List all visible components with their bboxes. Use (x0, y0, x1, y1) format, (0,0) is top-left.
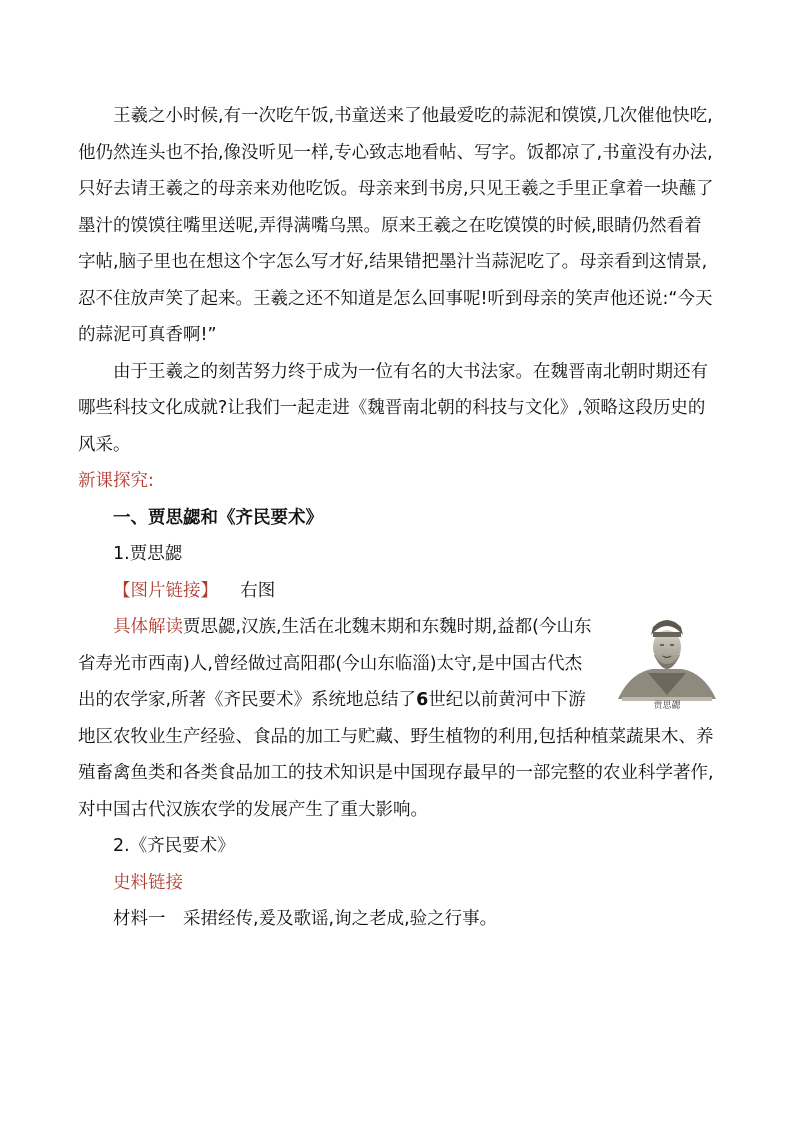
material-one: 材料一 采捃经传,爰及歌谣,询之老成,验之行事。 (113, 909, 498, 929)
detail-century-number: 6 (416, 690, 429, 710)
story-paragraph-1: 王羲之小时候,有一次吃午饭,书童送来了他最爱吃的蒜泥和馍馍,几次催他快吃,他仍然连头也不抬,像没听见一样,专心致志地看帖、写字。饭都凉了,书童没有办法,只好去请王羲之的母亲来劝他吃饭。母亲来到书房,只见王羲之手里正拿着一块蘸了墨汁的馍馍往嘴里送呢,弄得满嘴乌黑。原来王羲之在吃馍馍的时候,眼睛仍然看着字帖,脑子里也在想这个字怎么写才好,结果错把墨汁当蒜泥吃了。母亲看到这情景,忍不住放声笑了起来。王羲之还不知道是怎么回事呢!听到母亲的笑声他还说:“今天的蒜泥可真香啊!” (78, 106, 714, 345)
story-paragraph-2: 由于王羲之的刻苦努力终于成为一位有名的大书法家。在魏晋南北朝时期还有哪些科技文化成就?让我们一起走进《魏晋南北朝的科技与文化》,领略这段历史的风采。 (78, 361, 708, 455)
portrait-caption: 贾思勰 (653, 701, 681, 711)
historical-link-label: 史料链接 (113, 872, 183, 893)
subheading-qimin-yaoshu: 2.《齐民要术》 (113, 836, 235, 856)
detail-label: 具体解读 (113, 617, 183, 637)
document-body (78, 98, 714, 938)
picture-link-label: 【图片链接】 (113, 580, 218, 601)
detail-block (78, 609, 714, 828)
picture-link-line (78, 573, 714, 610)
detail-text-b: 世纪以前黄河中下游地区农牧业生产经验、食品的加工与贮藏、野生植物的利用,包括种植菜蔬果木、养殖畜禽鱼类和各类食品加工的技术知识是中国现存最早的一部完整的农业科学著作,对中国古代汉族农学的发展产生了重大影响。 (78, 690, 714, 820)
picture-link-text: 右图 (240, 580, 276, 601)
portrait-image (608, 613, 726, 713)
detail-text-a: 贾思勰,汉族,生活在北魏末期和东魏时期,益都(今山东省寿光市西南)人,曾经做过高阳郡(今山东临淄)太守,是中国古代杰出的农学家,所著《齐民要术》系统地总结了 (78, 617, 592, 710)
new-lesson-label: 新课探究: (78, 471, 154, 491)
bust-illustration (608, 613, 726, 713)
subheading-jia-sixie: 1.贾思勰 (113, 544, 183, 564)
section-heading-1: 一、贾思勰和《齐民要术》 (113, 507, 323, 528)
